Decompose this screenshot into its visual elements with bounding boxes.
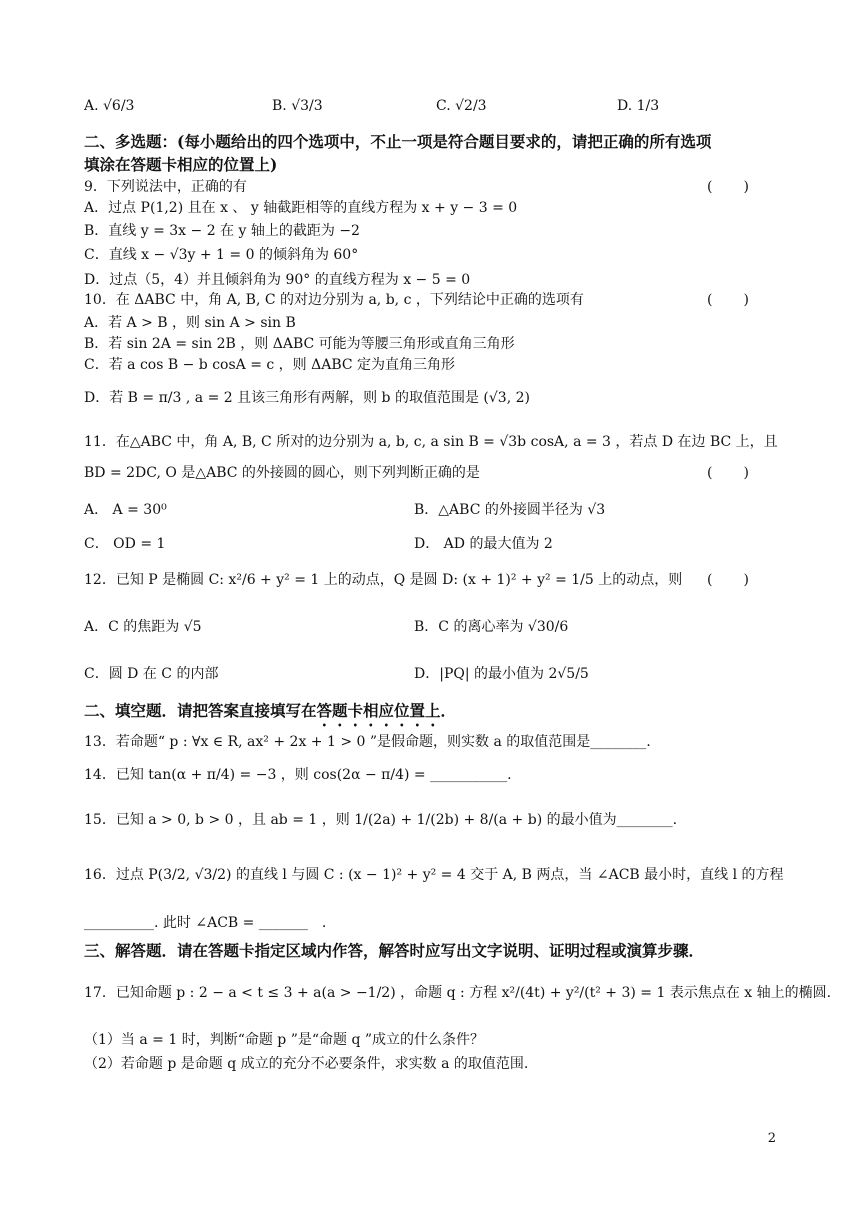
question-12-option-d: D．|PQ| 的最小值为 2√5/5 <box>414 666 589 682</box>
question-10-option-a: A．若 A > B ，则 sin A > sin B <box>84 315 296 331</box>
section-heading-fill <box>84 701 456 730</box>
question-10-option-b: B．若 sin 2A = sin 2B ，则 ΔABC 可能为等腰三角形或直角三角形 <box>84 336 515 352</box>
question-9-option-b: B．直线 y = 3x − 2 在 y 轴上的截距为 −2 <box>84 223 360 239</box>
question-12-option-a: A．C 的焦距为 √5 <box>84 619 202 635</box>
option-b: B. √3/3 <box>272 98 323 114</box>
answer-paren: ( ) <box>707 572 750 588</box>
section-heading-multi-cont: 填涂在答题卡相应的位置上) <box>84 155 278 174</box>
section-heading-multi: 二、多选题：(每小题给出的四个选项中，不止一项是符合题目要求的，请把正确的所有选项 <box>84 132 712 151</box>
answer-paren: ( ) <box>707 465 750 481</box>
option-c: C. √2/3 <box>436 98 487 114</box>
question-10-stem: 10．在 ΔABC 中，角 A, B, C 的对边分别为 a, b, c ，下列结论中正确的选项有 <box>84 292 584 308</box>
section-heading-solve: 三、解答题．请在答题卡指定区域内作答，解答时应写出文字说明、证明过程或演算步骤． <box>84 941 705 960</box>
question-13: 13．若命题“ p : ∀x ∈ R, ax² + 2x + 1 > 0 ”是假命题，则实数 a 的取值范围是________. <box>84 734 651 750</box>
question-12-option-c: C．圆 D 在 C 的内部 <box>84 666 219 682</box>
question-9-option-d: D．过点（5，4）并且倾斜角为 90° 的直线方程为 x − 5 = 0 <box>84 272 471 288</box>
question-10-option-c: C．若 a cos B − b cosA = c ，则 ΔABC 定为直角三角形 <box>84 357 456 373</box>
question-17-part2: （2）若命题 p 是命题 q 成立的充分不必要条件，求实数 a 的取值范围. <box>84 1056 529 1072</box>
section-heading-fill-end: ． <box>440 701 457 720</box>
question-11-option-c: C． OD = 1 <box>84 536 166 552</box>
answer-paren: ( ) <box>707 179 750 195</box>
question-14: 14．已知 tan(α + π/4) = −3 ，则 cos(2α − π/4) = ___________. <box>84 767 512 783</box>
option-a: A. √6/3 <box>84 98 135 114</box>
question-11-stem: 11．在△ABC 中，角 A, B, C 所对的边分别为 a, b, c, a sin B = √3b cosA, a = 3 ，若点 D 在边 BC 上，且 <box>84 434 778 450</box>
question-9-option-a: A．过点 P(1,2) 且在 x 、 y 轴截距相等的直线方程为 x + y − 3 = 0 <box>84 200 518 216</box>
option-d: D. 1/3 <box>617 98 660 114</box>
question-10-option-d: D．若 B = π/3 , a = 2 且该三角形有两解，则 b 的取值范围是 (√3, 2) <box>84 390 530 406</box>
section-heading-fill-text: 二、填空题．请把答案直接填写在 <box>84 701 317 720</box>
question-11-option-a: A． A = 30⁰ <box>84 502 167 518</box>
question-11-option-d: D． AD 的最大值为 2 <box>414 536 553 552</box>
question-9-option-c: C．直线 x − √3y + 1 = 0 的倾斜角为 60° <box>84 247 359 263</box>
question-11-option-b: B．△ABC 的外接圆半径为 √3 <box>414 502 606 518</box>
section-heading-fill-emphasis: 答题卡相应位置上 <box>316 701 441 720</box>
question-11-stem-cont: BD = 2DC, O 是△ABC 的外接圆的圆心，则下列判断正确的是 <box>84 465 480 481</box>
question-12-option-b: B．C 的离心率为 √30/6 <box>414 619 569 635</box>
question-17-stem: 17．已知命题 p : 2 − a < t ≤ 3 + a(a > −1/2) ，命题 q : 方程 x²/(4t) + y²/(t² + 3) = 1 表示焦点在 x 轴上的椭圆. <box>84 985 832 1001</box>
page-number: 2 <box>767 1131 776 1146</box>
question-9-stem: 9．下列说法中，正确的有 <box>84 179 247 195</box>
answer-paren: ( ) <box>707 292 750 308</box>
question-15: 15．已知 a > 0, b > 0 ，且 ab = 1 ，则 1/(2a) + 1/(2b) + 8/(a + b) 的最小值为________. <box>84 812 678 828</box>
question-17-part1: （1）当 a = 1 时，判断“命题 p ”是“命题 q ”成立的什么条件？ <box>84 1032 485 1048</box>
question-12-stem: 12．已知 P 是椭圆 C: x²/6 + y² = 1 上的动点，Q 是圆 D: (x + 1)² + y² = 1/5 上的动点，则 <box>84 572 683 588</box>
question-16-line1: 16．过点 P(3/2, √3/2) 的直线 l 与圆 C : (x − 1)² + y² = 4 交于 A, B 两点，当 ∠ACB 最小时，直线 l 的方程 <box>84 867 784 883</box>
question-16-line2: __________. 此时 ∠ACB = _______ . <box>84 915 327 931</box>
